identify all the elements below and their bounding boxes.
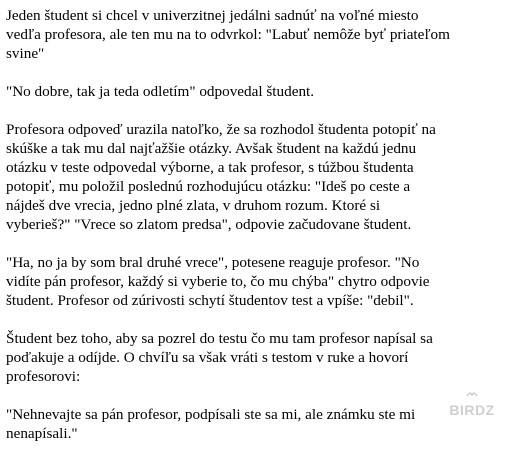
- bird-icon: [466, 390, 478, 400]
- paragraph-6: "Nehnevajte sa pán profesor, podpísali ste sa mi, ale známku ste mi nenapísali.": [6, 406, 416, 442]
- paragraph-2: "No dobre, tak ja teda odletím" odpovedal študent.: [6, 83, 315, 100]
- paragraph-5: Študent bez toho, aby sa pozrel do testu čo mu tam profesor napísal sa poďakuje a odíjde. O chvíľu sa však vráti s testom v ruke a hovorí profesorovi:: [6, 330, 433, 385]
- paragraph-4: "Ha, no ja by som bral druhé vrece", potesene reaguje profesor. "No vidíte pán profesor, každý si vyberie to, čo mu chýba" chytro odpovie študent. Profesor od zúrivosti schytí študentov test a vpíše: "debil".: [6, 254, 430, 309]
- watermark-text: BIRDZ: [449, 402, 495, 418]
- paragraph-3: Profesora odpoveď urazila natoľko, že sa rozhodol študenta potopiť na skúške a tak mu dal najťažšie otázky. Avšak študent na každú jednu otázku v teste odpovedal výborne, a tak profesor, s túžbou študenta potopiť, mu položil poslednú rozhodujúcu otázku: "Ideš po ceste a nájdeš dve vrecia, jedno plné zlata, v druhom rozum. Ktoré si vyberieš?" "Vrece so zlatom predsa", odpovie začudovane študent.: [6, 121, 436, 233]
- birdz-watermark: [444, 390, 500, 430]
- paragraph-1: Jeden študent si chcel v univerzitnej jedálni sadnúť na voľné miesto vedľa profesora, ale ten mu na to odvrkol: "Labuť nemôže byť priateľom svine": [6, 7, 450, 62]
- story-text: [6, 6, 500, 462]
